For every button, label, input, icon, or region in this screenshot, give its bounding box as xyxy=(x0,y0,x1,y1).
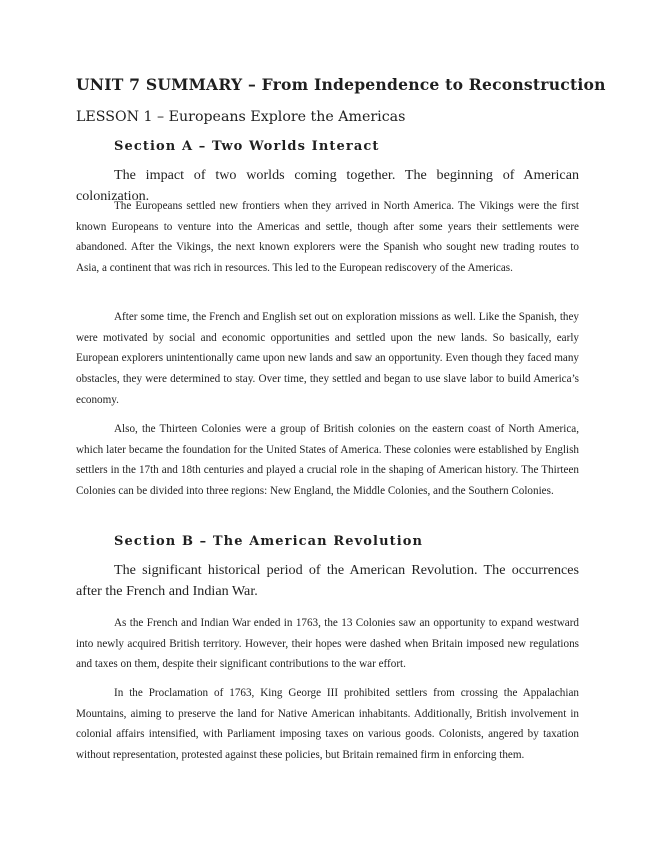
section-b-heading: Section B – The American Revolution xyxy=(114,534,424,549)
section-b-subtitle: The significant historical period of the American Revolution. The occurrences after the French and Indian War. xyxy=(76,562,579,599)
section-b-paragraph-1: As the French and Indian War ended in 1763, the 13 Colonies saw an opportunity to expand westward into newly acquired British territory. However, their hopes were dashed when Britain imposed new regulations and taxes on them, despite their significant contributions to the war effort. xyxy=(76,617,579,671)
section-a-subtitle: The impact of two worlds coming together. The beginning of American colonization. xyxy=(76,167,579,204)
section-a-paragraph-3: Also, the Thirteen Colonies were a group of British colonies on the eastern coast of North America, which later became the foundation for the United States of America. These colonies were established by English settlers in the 17th and 18th centuries and played a crucial role in the shaping of American history. The Thirteen Colonies can be divided into three regions: New England, the Middle Colonies, and the Southern Colonies. xyxy=(76,423,579,498)
section-a-paragraph-1: The Europeans settled new frontiers when they arrived in North America. The Vikings were the first known Europeans to venture into the Americas and settle, though after some years their settlements were abandoned. After the Vikings, the next known explorers were the Spanish who sought new trading routes to Asia, a continent that was rich in resources. This led to the European rediscovery of the Americas. xyxy=(76,200,579,275)
section-a-paragraph-2: After some time, the French and English set out on exploration missions as well. Like the Spanish, they were motivated by social and economic opportunities and settled upon the new lands. So basically, early European explorers unintentionally came upon new lands and saw an opportunity. Even though they faced many obstacles, they were determined to stay. Over time, they settled and began to use slave labor to build America’s economy. xyxy=(76,311,579,406)
section-a-heading: Section A – Two Worlds Interact xyxy=(114,139,380,154)
unit-title: UNIT 7 SUMMARY – From Independence to Reconstruction xyxy=(76,75,606,94)
section-b-paragraph-2: In the Proclamation of 1763, King George III prohibited settlers from crossing the Appalachian Mountains, aiming to preserve the land for Native American inhabitants. Additionally, British involvement in colonial affairs intensified, with Parliament imposing taxes on various goods. Colonists, angered by taxation without representation, protested against these policies, but Britain remained firm in enforcing them. xyxy=(76,687,579,762)
lesson-title: LESSON 1 – Europeans Explore the Americas xyxy=(76,109,406,125)
